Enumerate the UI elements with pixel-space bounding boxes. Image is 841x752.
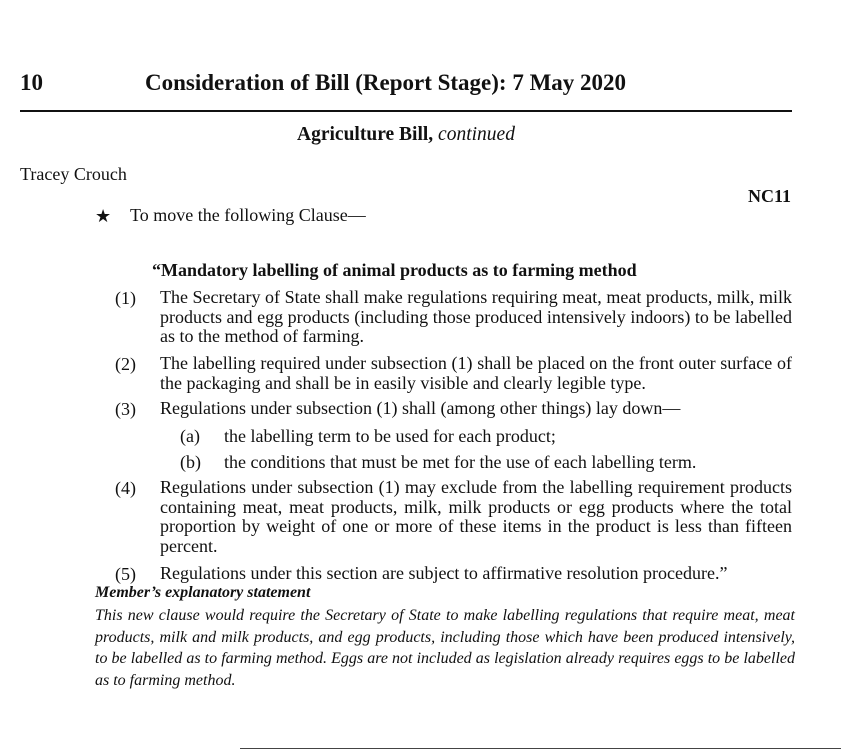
subsection-text: The labelling required under subsection (1) shall be placed on the front outer surface of the packaging and shall be in easily visible and clearly legible type. (160, 353, 792, 393)
header-divider (20, 110, 792, 112)
explanatory-text: This new clause would require the Secretary of State to make labelling regulations that require meat, meat products, milk and milk products, and egg products, including those which have been produced intensively, to be labelled as to farming method. Eggs are not included as legislation already requires eggs to be labelled as to farming method. (95, 607, 795, 689)
star-icon: ★ (95, 206, 112, 226)
subsection-number: (2) (115, 354, 136, 374)
subsection-number: (1) (115, 288, 136, 308)
explanatory-heading: Member’s explanatory statement (95, 584, 311, 601)
bill-name: Agriculture Bill, (297, 124, 434, 145)
page-title: Consideration of Bill (Report Stage): 7 May 2020 (145, 70, 627, 95)
subsection-text: Regulations under subsection (1) shall (among other things) lay down— (160, 398, 681, 418)
page-number: 10 (20, 70, 43, 95)
paragraph-text: the conditions that must be met for the use of each labelling term. (224, 452, 697, 472)
bottom-divider (240, 748, 841, 749)
paragraph-text: the labelling term to be used for each product; (224, 426, 556, 446)
subsection-text: The Secretary of State shall make regulations requiring meat, meat products, milk, milk products and egg products (including those produced intensively indoors) to be labelled as to the method of farming. (160, 287, 792, 346)
clause-title: “Mandatory labelling of animal products as to farming method (152, 260, 637, 280)
paragraph-number: (a) (180, 426, 200, 446)
subsection-text: Regulations under this section are subject to affirmative resolution procedure.” (160, 563, 728, 583)
bill-continued: continued (438, 124, 515, 145)
subsection-text: Regulations under subsection (1) may exclude from the labelling requirement products containing meat, meat products, milk, milk products or egg products where the total proportion by weight of one or more of these items in the product is less than fifteen percent. (160, 477, 792, 556)
bill-heading (0, 124, 812, 146)
subsection-number: (4) (115, 478, 136, 498)
paragraph-number: (b) (180, 452, 201, 472)
subsection-number: (5) (115, 564, 136, 584)
amendment-id: NC11 (747, 186, 791, 206)
move-clause-text: To move the following Clause— (130, 205, 366, 225)
subsection-number: (3) (115, 399, 136, 419)
amendment-sponsor: Tracey Crouch (20, 164, 127, 184)
